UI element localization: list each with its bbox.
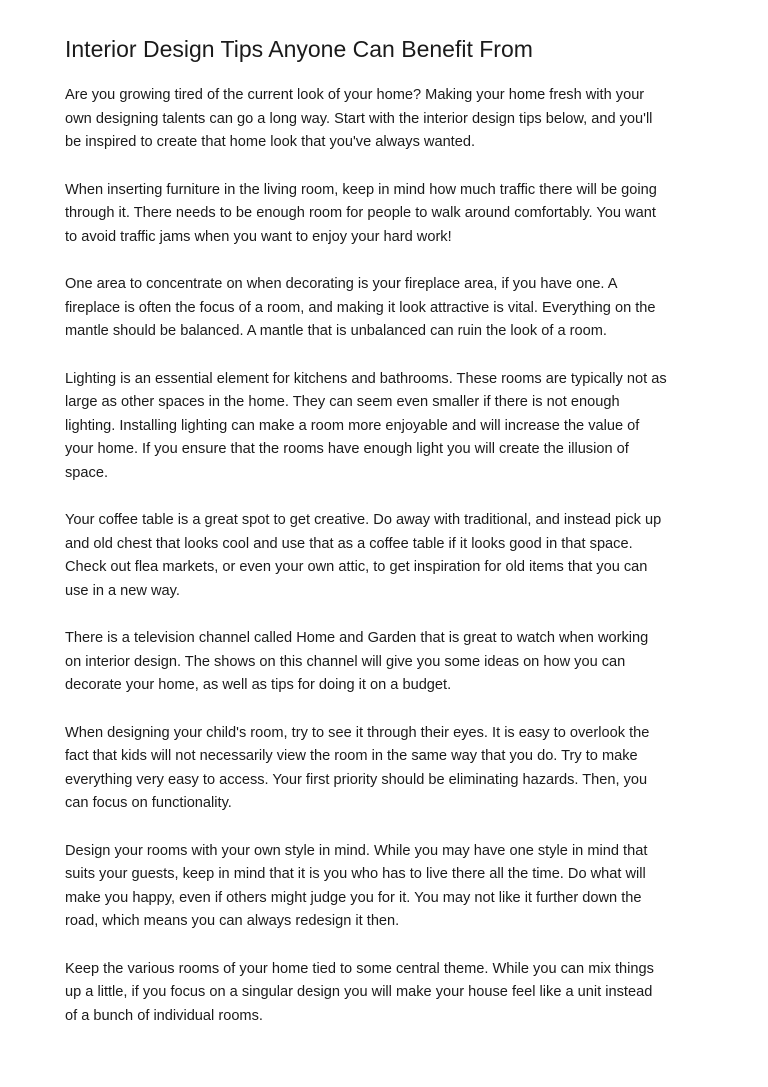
paragraph: [65, 179, 715, 250]
paragraph-line: road, which means you can always redesign it then.: [65, 913, 400, 929]
paragraph-line: One area to concentrate on when decorating is your fireplace area, if you have one. A: [65, 276, 618, 292]
paragraph-line: large as other spaces in the home. They can seem even smaller if there is not enough: [65, 394, 620, 410]
paragraph-line: up a little, if you focus on a singular design you will make your house feel like a unit instead: [65, 984, 653, 1000]
paragraph-line: own designing talents can go a long way. Start with the interior design tips below, and you'll: [65, 110, 653, 127]
paragraph-line: your home. If you ensure that the rooms have enough light you will create the illusion of: [65, 441, 629, 457]
paragraph: [65, 840, 715, 934]
paragraph-line: everything very easy to access. Your first priority should be eliminating hazards. Then, you: [65, 771, 648, 788]
paragraph-line: Your coffee table is a great spot to get creative. Do away with traditional, and instead pick up: [65, 512, 662, 528]
paragraph: [65, 627, 715, 698]
paragraph-line: mantle should be balanced. A mantle that is unbalanced can ruin the look of a room.: [65, 323, 607, 339]
paragraph: [65, 273, 715, 344]
paragraph-line: be inspired to create that home look that you've always wanted.: [65, 134, 476, 150]
paragraph-line: When designing your child's room, try to see it through their eyes. It is easy to overlook the: [65, 724, 650, 741]
paragraph-line: suits your guests, keep in mind that it is you who has to live there all the time. Do what will: [65, 866, 646, 882]
paragraph-line: Check out flea markets, or even your own attic, to get inspiration for old items that you can: [65, 559, 648, 575]
paragraph-line: Keep the various rooms of your home tied to some central theme. While you can mix things: [65, 960, 654, 977]
paragraph: [65, 722, 715, 816]
paragraph: [65, 509, 715, 603]
paragraph-line: fact that kids will not necessarily view the room in the same way that you do. Try to make: [65, 748, 638, 764]
paragraph-line: of a bunch of individual rooms.: [65, 1007, 263, 1024]
document-title: Interior Design Tips Anyone Can Benefit From: [65, 36, 533, 62]
paragraph: [65, 368, 715, 486]
paragraph-line: Design your rooms with your own style in mind. While you may have one style in mind that: [65, 842, 648, 859]
paragraph-line: Lighting is an essential element for kitchens and bathrooms. These rooms are typically not as: [65, 370, 667, 387]
paragraph: [65, 84, 715, 155]
paragraph-line: to avoid traffic jams when you want to enjoy your hard work!: [65, 228, 452, 245]
paragraph-line: can focus on functionality.: [65, 795, 232, 811]
paragraph-line: through it. There needs to be enough room for people to walk around comfortably. You want: [65, 205, 656, 221]
paragraph-line: fireplace is often the focus of a room, and making it look attractive is vital. Everything on the: [65, 299, 656, 316]
paragraph-line: make you happy, even if others might judge you for it. You may not like it further down the: [65, 889, 642, 906]
paragraph-line: Are you growing tired of the current look of your home? Making your home fresh with your: [65, 87, 645, 103]
paragraph-line: There is a television channel called Home and Garden that is great to watch when working: [65, 630, 649, 646]
paragraph: [65, 958, 715, 1029]
document-body: [65, 84, 715, 1052]
paragraph-line: space.: [65, 464, 108, 481]
paragraph-line: decorate your home, as well as tips for doing it on a budget.: [65, 677, 452, 693]
paragraph-line: When inserting furniture in the living room, keep in mind how much traffic there will be going: [65, 181, 657, 198]
paragraph-line: use in a new way.: [65, 582, 180, 599]
paragraph-line: lighting. Installing lighting can make a room more enjoyable and will increase the value of: [65, 417, 640, 434]
paragraph-line: and old chest that looks cool and use that as a coffee table if it looks good in that space.: [65, 535, 633, 552]
paragraph-line: on interior design. The shows on this channel will give you some ideas on how you can: [65, 653, 626, 670]
